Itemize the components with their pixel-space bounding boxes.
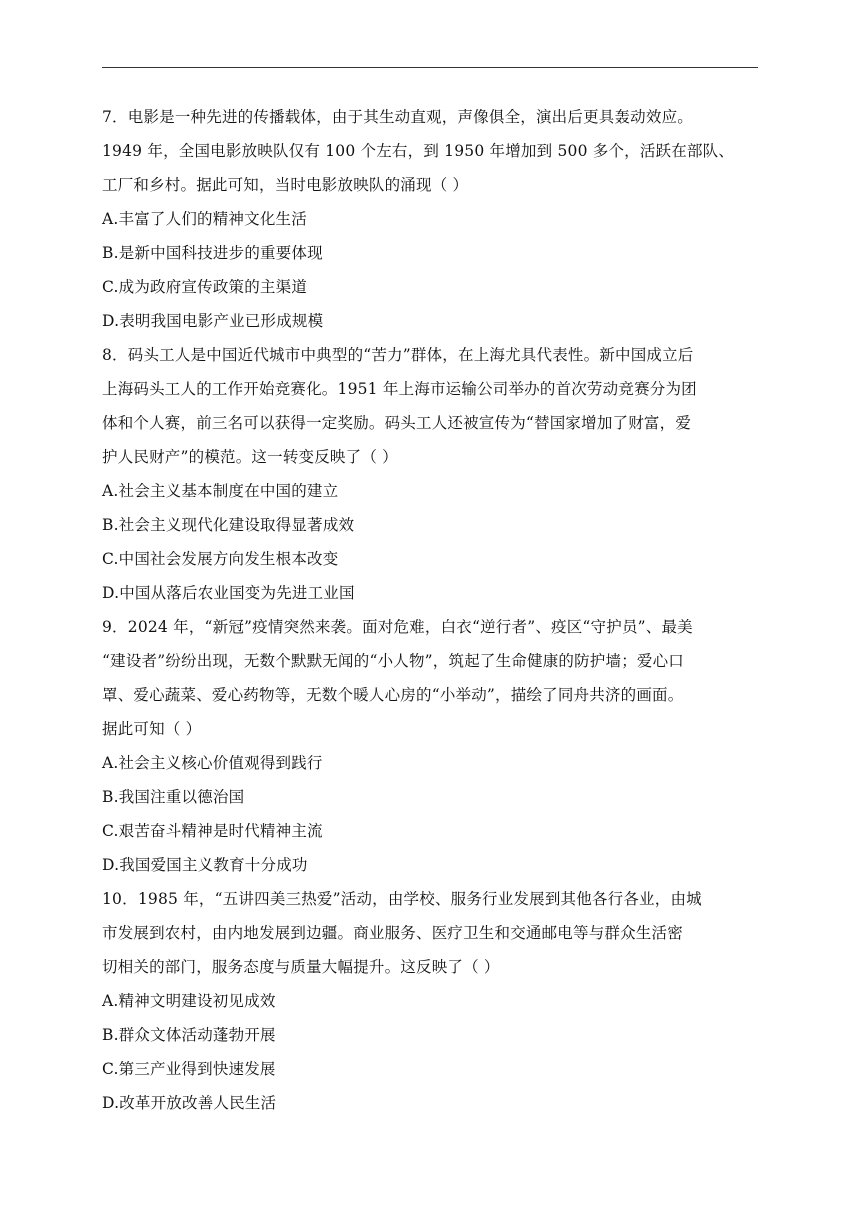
question-stem-line: “建设者”纷纷出现，无数个默默无闻的“小人物”，筑起了生命健康的防护墙；爱心口 <box>102 652 684 670</box>
question-stem-line: 8．码头工人是中国近代城市中典型的“苦力”群体，在上海尤具代表性。新中国成立后 <box>102 346 694 364</box>
option-c: C.艰苦奋斗精神是时代精神主流 <box>102 822 323 840</box>
option-d: D.中国从落后农业国变为先进工业国 <box>102 584 355 602</box>
option-c: C.中国社会发展方向发生根本改变 <box>102 550 339 568</box>
option-c: C.成为政府宣传政策的主渠道 <box>102 278 308 296</box>
question-stem-line: 工厂和乡村。据此可知，当时电影放映队的涌现（ ） <box>102 176 469 194</box>
question-stem-line: 10．1985 年，“五讲四美三热爱”活动，由学校、服务行业发展到其他各行各业，由城 <box>102 890 702 908</box>
option-a: A.社会主义核心价值观得到践行 <box>102 754 323 772</box>
question-stem-line: 9．2024 年，“新冠”疫情突然来袭。面对危难，白衣“逆行者”、疫区“守护员”、最美 <box>102 618 693 636</box>
option-b: B.是新中国科技进步的重要体现 <box>102 244 323 262</box>
question-stem-line: 罩、爱心蔬菜、爱心药物等，无数个暖人心房的“小举动”，描绘了同舟共济的画面。 <box>102 686 684 704</box>
question-7 <box>102 100 762 338</box>
question-9 <box>102 610 762 882</box>
question-10 <box>102 882 762 1120</box>
question-stem-line: 市发展到农村，由内地发展到边疆。商业服务、医疗卫生和交通邮电等与群众生活密 <box>102 924 683 942</box>
question-stem-line: 体和个人赛，前三名可以获得一定奖励。码头工人还被宣传为“替国家增加了财富，爱 <box>102 414 692 432</box>
header-rule <box>102 67 758 68</box>
option-a: A.丰富了人们的精神文化生活 <box>102 210 307 228</box>
question-stem-line: 切相关的部门，服务态度与质量大幅提升。这反映了（ ） <box>102 958 500 976</box>
question-stem-line: 1949 年，全国电影放映队仅有 100 个左右，到 1950 年增加到 500 多个，活跃在部队、 <box>102 142 735 160</box>
option-b: B.我国注重以德治国 <box>102 788 245 806</box>
option-d: D.改革开放改善人民生活 <box>102 1094 277 1112</box>
option-a: A.精神文明建设初见成效 <box>102 992 276 1010</box>
option-c: C.第三产业得到快速发展 <box>102 1060 276 1078</box>
question-stem-line: 据此可知（ ） <box>102 720 202 738</box>
option-b: B.群众文体活动蓬勃开展 <box>102 1026 276 1044</box>
question-list <box>102 100 762 1120</box>
option-a: A.社会主义基本制度在中国的建立 <box>102 482 339 500</box>
option-b: B.社会主义现代化建设取得显著成效 <box>102 516 355 534</box>
question-8 <box>102 338 762 610</box>
option-d: D.我国爱国主义教育十分成功 <box>102 856 308 874</box>
question-stem-line: 7．电影是一种先进的传播载体，由于其生动直观，声像俱全，演出后更具轰动效应。 <box>102 108 693 126</box>
option-d: D.表明我国电影产业已形成规模 <box>102 312 324 330</box>
question-stem-line: 护人民财产”的模范。这一转变反映了（ ） <box>102 448 398 466</box>
question-stem-line: 上海码头工人的工作开始竞赛化。1951 年上海市运输公司举办的首次劳动竞赛分为团 <box>102 380 697 398</box>
